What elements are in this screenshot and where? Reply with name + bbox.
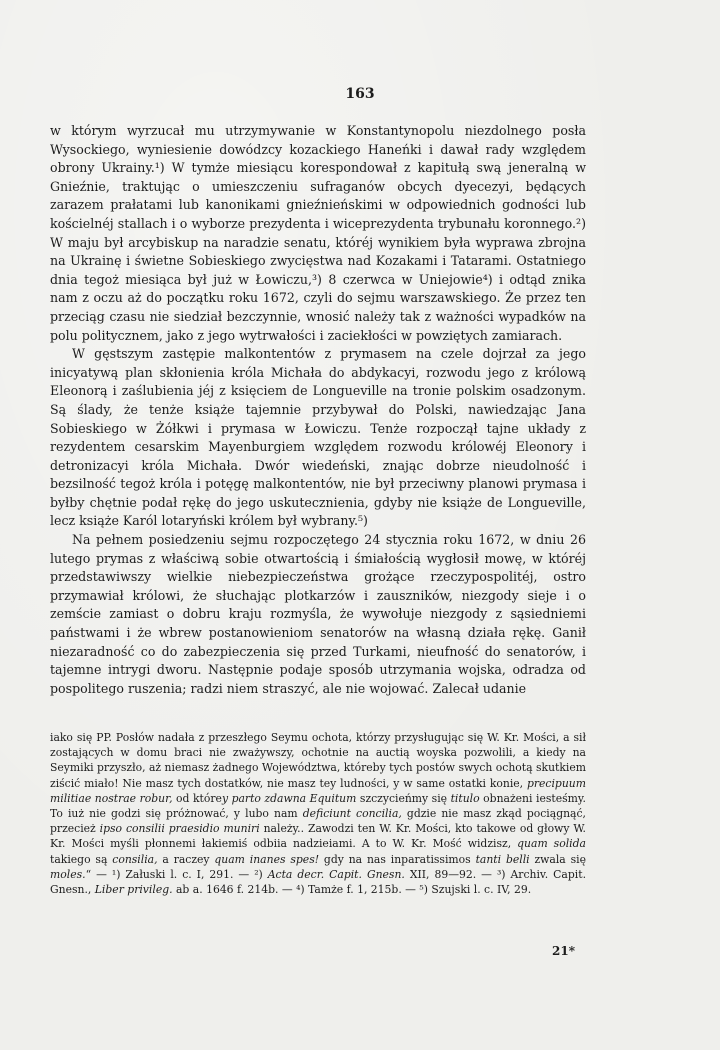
footnote-run: ab a. 1646 f. 214b. — ⁴) Tamże f. 1, 215b. — ⁵) Szujski l. c. IV, 29. — [172, 883, 532, 897]
paragraph: Na pełnem posiedzeniu sejmu rozpoczętego 24 stycznia roku 1672, w dniu 26 lutego prymas z właściwą sobie otwartością i śmiałością wygłosił mowę, w któréj przedstawiwszy wielkie niebezpieczeństwa grożące rzeczypospolitéj, ostro przymawiał królowi, że słuchając plotkarzów i zauszników, niezgody sieje i o zemście zamiast o dobru kraju rozmyśla, że wywołuje niezgody z sąsiedniemi państwami i że wbrew postanowieniom senatorów na własną działa rękę. Ganił niezaradność co do zabezpieczenia się przed Turkami, nieufność do senatorów, i tajemne intrygi dworu. Następnie podaje sposób utrzymania wojska, odradza od pospolitego ruszenia; radzi niem straszyć, ale nie wojować. Zalecał udanie — [50, 532, 586, 696]
footnote-run: zwala się — [529, 852, 586, 866]
footnote-run: takiego są — [50, 852, 113, 866]
footnote-italic-run: Liber privileg. — [94, 883, 173, 897]
footnote-run: obnażeni iesteśmy. To iuż nie godzi się próżnować, y lubo nam — [50, 791, 586, 821]
footnote-run: a raczey — [157, 852, 215, 866]
signature-mark: 21* — [552, 944, 575, 958]
footnote-run: XII, 89—92. — ³) Archiv. Capit. Gnesn., — [50, 867, 587, 897]
footnote-italic-run: moles. — [50, 867, 86, 881]
footnote-run: od które — [172, 791, 222, 805]
footnote-run: należy.. Zawodzi ten W. Kr. Mości, kto takowe od głowy W. Kr. Mości myśli płonnemi łakiemiś odbiia nadzieiami. A to W. Kr. Mość widzisz, — [50, 822, 586, 851]
footnote-run: szczycieńmy się — [356, 791, 451, 805]
footnote-italic-run: Acta decr. Capit. Gnesn. — [267, 867, 405, 881]
footnote-italic-run: titulo — [450, 791, 480, 805]
footnote-text — [50, 730, 586, 897]
footnote-run: “ — ¹) Załuski l. c. I, 291. — ²) — [85, 867, 268, 881]
footnote-italic-run: consilia, — [112, 852, 158, 866]
footnote-italic-run: precipuum militiae nostrae robur, — [50, 776, 586, 805]
footnote-italic-run: y parto zdawna Equitum — [221, 791, 357, 805]
footnote-run: gdzie nie masz zkąd pociągnąć, przecież — [50, 807, 586, 836]
footnote-italic-run: quam solida — [517, 837, 586, 851]
footnotes — [50, 730, 586, 897]
main-text — [50, 122, 586, 698]
footnote-italic-run: tanti belli — [475, 852, 530, 866]
footnote-italic-run: quam inanes spes! — [214, 852, 320, 866]
footnote-run: gdy na nas inparatissimos — [319, 852, 476, 866]
paragraph: W gęstszym zastępie malkontentów z prymasem na czele dojrzał za jego inicyatywą plan skłonienia króla Michała do abdykacyi, rozwodu jego z królową Eleonorą i zaślubienia jéj z księciem de Longueville na tronie polskim osadzonym. Są ślady, że tenże książe tajemnie przybywał do Polski, nawiedzając Jana Sobieskiego w Żółkwi i prymasa w Łowiczu. Tenże rozpoczął tajne układy z rezydentem cesarskim Mayenburgiem względem rozwodu królowéj Eleonory i detronizacyi króla Michała. Dwór wiedeński, znając dobrze nieudolność i bezsilność tegoż króla i potęgę malkontentów, nie był przeciwny planowi prymasa i byłby chętnie podał rękę do jego uskutecznienia, gdyby nie książe de Longueville, lecz książe Karól lotaryński królem był wybrany.⁵) — [50, 346, 586, 529]
footnote-italic-run: ipso consilii praesidio muniri — [99, 822, 260, 836]
footnote-italic-run: deficiunt concilia, — [302, 807, 402, 821]
paragraph: w którym wyrzucał mu utrzymywanie w Konstantynopolu niezdolnego posła Wysockiego, wyniesienie dowódzcy kozackiego Haneńki i dawał rady względem obrony Ukrainy.¹) W tymże miesiącu korespondował z kapitułą swą jeneralną w Gnieźnie, traktując o umieszczeniu sufraganów obcych dyecezyi, będących zarazem prałatami lub kanonikami gnieźnieńskimi w odpowiednich godności lub kościelnéj stallach i o wyborze prezydenta i wiceprezydenta trybunału koronnego.²) W maju był arcybiskup na naradzie senatu, któréj wynikiem była wyprawa zbrojna na Ukrainę i świetne Sobieskiego zwycięstwa nad Kozakami i Tatarami. Ostatniego dnia tegoż miesiąca był już w Łowiczu,³) 8 czerwca w Uniejowie⁴) i odtąd znika nam z oczu aż do początku roku 1672, czyli do sejmu warszawskiego. Że przez ten przeciąg czasu nie siedział bezczynnie, wnosić należy tak z ważności wypadków na polu politycznem, jako z jego wytrwałości i zaciekłości w powziętych zamiarach. — [50, 123, 586, 343]
footnote-run: iako się PP. Posłów nadała z przeszłego Seymu ochota, którzy przysługując się W. Kr. Mości, a sił zostających w domu braci nie zważywszy, ochotnie na auctią woyska pozwolili, a kiedy na Seymiki przyszło, aż niemasz żadnego Województwa, któreby tych postów swych ochotą skutkiem ziścić miało! Nie masz tych dostatków, nie masz tey ludności, y w same ostatki konie, — [50, 731, 586, 790]
page-number: 163 — [345, 86, 375, 102]
